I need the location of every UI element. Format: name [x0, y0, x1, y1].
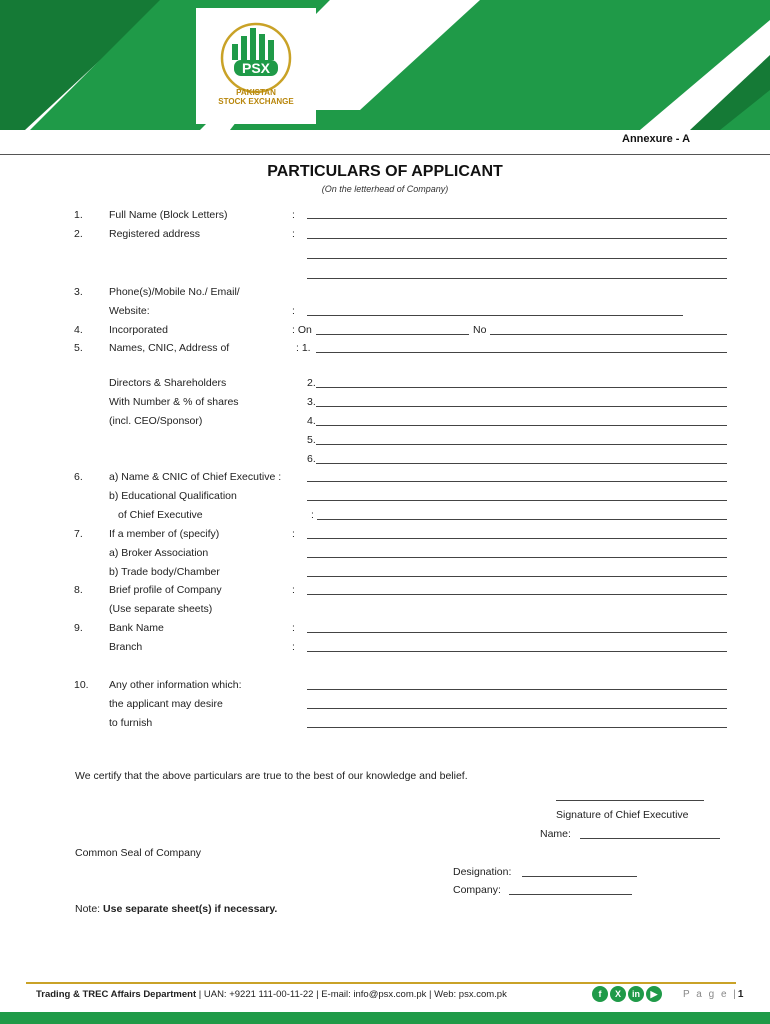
designation-field[interactable]: [522, 876, 637, 877]
field-label: Branch: [109, 641, 143, 653]
facebook-icon[interactable]: f: [592, 986, 608, 1002]
director-field-5[interactable]: [316, 444, 727, 445]
field-label: With Number & % of shares: [109, 396, 239, 408]
signature-line[interactable]: [556, 800, 704, 801]
designation-label: Designation:: [453, 866, 512, 878]
name-label: Name:: [540, 828, 571, 840]
director-number: 2.: [307, 377, 316, 389]
field-label: a) Broker Association: [109, 547, 209, 559]
address-line-3[interactable]: [307, 278, 727, 279]
page-num: 1: [737, 989, 744, 1000]
colon: :: [292, 641, 295, 653]
field-label: b) Educational Qualification: [109, 490, 237, 502]
director-number: 3.: [307, 396, 316, 408]
colon: :: [292, 584, 295, 596]
bank-name-field[interactable]: [307, 632, 727, 633]
page-label: P a g e |: [683, 989, 738, 1000]
page-number: [683, 989, 743, 1000]
field-label: If a member of (specify): [109, 528, 220, 540]
director-number: 6.: [307, 453, 316, 465]
colon: :: [292, 209, 295, 221]
field-label: Any other information which:: [109, 679, 242, 691]
annexure-label: Annexure - A: [622, 133, 691, 145]
incorporated-no-field[interactable]: [490, 334, 727, 335]
field-label: of Chief Executive: [118, 509, 203, 521]
field-label: to furnish: [109, 717, 153, 729]
item-number: 3.: [74, 286, 83, 298]
item-number: 2.: [74, 228, 83, 240]
field-label: Website:: [109, 305, 150, 317]
field-label: a) Name & CNIC of Chief Executive :: [109, 471, 282, 483]
note: [75, 903, 277, 915]
x-icon[interactable]: X: [610, 986, 626, 1002]
broker-association-field[interactable]: [307, 557, 727, 558]
director-field-3[interactable]: [316, 406, 727, 407]
company-profile-field[interactable]: [307, 594, 727, 595]
director-number: 4.: [307, 415, 316, 427]
footer-details: | UAN: +9221 111-00-11-22 | E-mail: info@psx.com.pk | Web: psx.com.pk: [196, 989, 507, 1000]
item-number: 5.: [74, 342, 83, 354]
field-label: Phone(s)/Mobile No./ Email/: [109, 286, 240, 298]
field-label: the applicant may desire: [109, 698, 223, 710]
incorporated-on-field[interactable]: [316, 334, 469, 335]
header-rule: [0, 154, 770, 155]
name-field[interactable]: [580, 838, 720, 839]
director-number: : 1.: [296, 342, 311, 354]
company-field[interactable]: [509, 894, 632, 895]
field-label: Names, CNIC, Address of: [109, 342, 230, 354]
director-field-6[interactable]: [316, 463, 727, 464]
common-seal-label: Common Seal of Company: [75, 847, 202, 859]
field-label: Directors & Shareholders: [109, 377, 227, 389]
other-info-field-3[interactable]: [307, 727, 727, 728]
field-label: Full Name (Block Letters): [109, 209, 228, 221]
note-text: Use separate sheet(s) if necessary.: [103, 903, 278, 915]
ceo-qualification-field-2[interactable]: [317, 519, 727, 520]
youtube-icon[interactable]: ▶: [646, 986, 662, 1002]
footer-rule: [26, 982, 736, 984]
field-label: Bank Name: [109, 622, 164, 634]
logo-caption: PAKISTAN STOCK EXCHANGE: [218, 88, 294, 106]
director-field-4[interactable]: [316, 425, 727, 426]
director-field-2[interactable]: [316, 387, 727, 388]
address-line-1[interactable]: [307, 238, 727, 239]
page-subtitle: (On the letterhead of Company): [321, 184, 449, 194]
incorporated-on-label: : On: [292, 324, 312, 336]
page-title: PARTICULARS OF APPLICANT: [267, 163, 503, 180]
colon: :: [292, 305, 295, 317]
field-label: (Use separate sheets): [109, 603, 213, 615]
trade-body-field[interactable]: [307, 576, 727, 577]
ceo-qualification-field-1[interactable]: [307, 500, 727, 501]
colon: :: [292, 528, 295, 540]
note-prefix: Note:: [75, 903, 101, 915]
field-label: b) Trade body/Chamber: [109, 566, 220, 578]
item-number: 10.: [74, 679, 89, 691]
logo-text: PSX: [241, 60, 271, 76]
item-number: 6.: [74, 471, 83, 483]
linkedin-icon[interactable]: in: [628, 986, 644, 1002]
ceo-name-field[interactable]: [307, 481, 727, 482]
full-name-field[interactable]: [307, 218, 727, 219]
director-number: 5.: [307, 434, 316, 446]
item-number: 1.: [74, 209, 83, 221]
certification-statement: We certify that the above particulars are true to the best of our knowledge and belief.: [75, 770, 468, 782]
field-label: Brief profile of Company: [109, 584, 222, 596]
contact-field[interactable]: [307, 315, 683, 316]
address-line-2[interactable]: [307, 258, 727, 259]
colon: :: [292, 228, 295, 240]
signature-label: Signature of Chief Executive: [556, 809, 689, 821]
branch-field[interactable]: [307, 651, 727, 652]
colon: :: [311, 509, 314, 521]
incorporated-no-label: No: [473, 324, 487, 336]
footer-bar: [0, 1012, 770, 1024]
field-label: (incl. CEO/Sponsor): [109, 415, 203, 427]
company-label: Company:: [453, 884, 501, 896]
item-number: 7.: [74, 528, 83, 540]
other-info-field-1[interactable]: [307, 689, 727, 690]
item-number: 8.: [74, 584, 83, 596]
director-field-1[interactable]: [316, 352, 727, 353]
member-field[interactable]: [307, 538, 727, 539]
colon: :: [292, 622, 295, 634]
item-number: 9.: [74, 622, 83, 634]
field-label: Registered address: [109, 228, 201, 240]
footer-contact: [36, 989, 507, 1000]
header-banner: [0, 0, 770, 130]
other-info-field-2[interactable]: [307, 708, 727, 709]
field-label: Incorporated: [109, 324, 168, 336]
item-number: 4.: [74, 324, 83, 336]
footer-department: Trading & TREC Affairs Department: [36, 989, 197, 1000]
